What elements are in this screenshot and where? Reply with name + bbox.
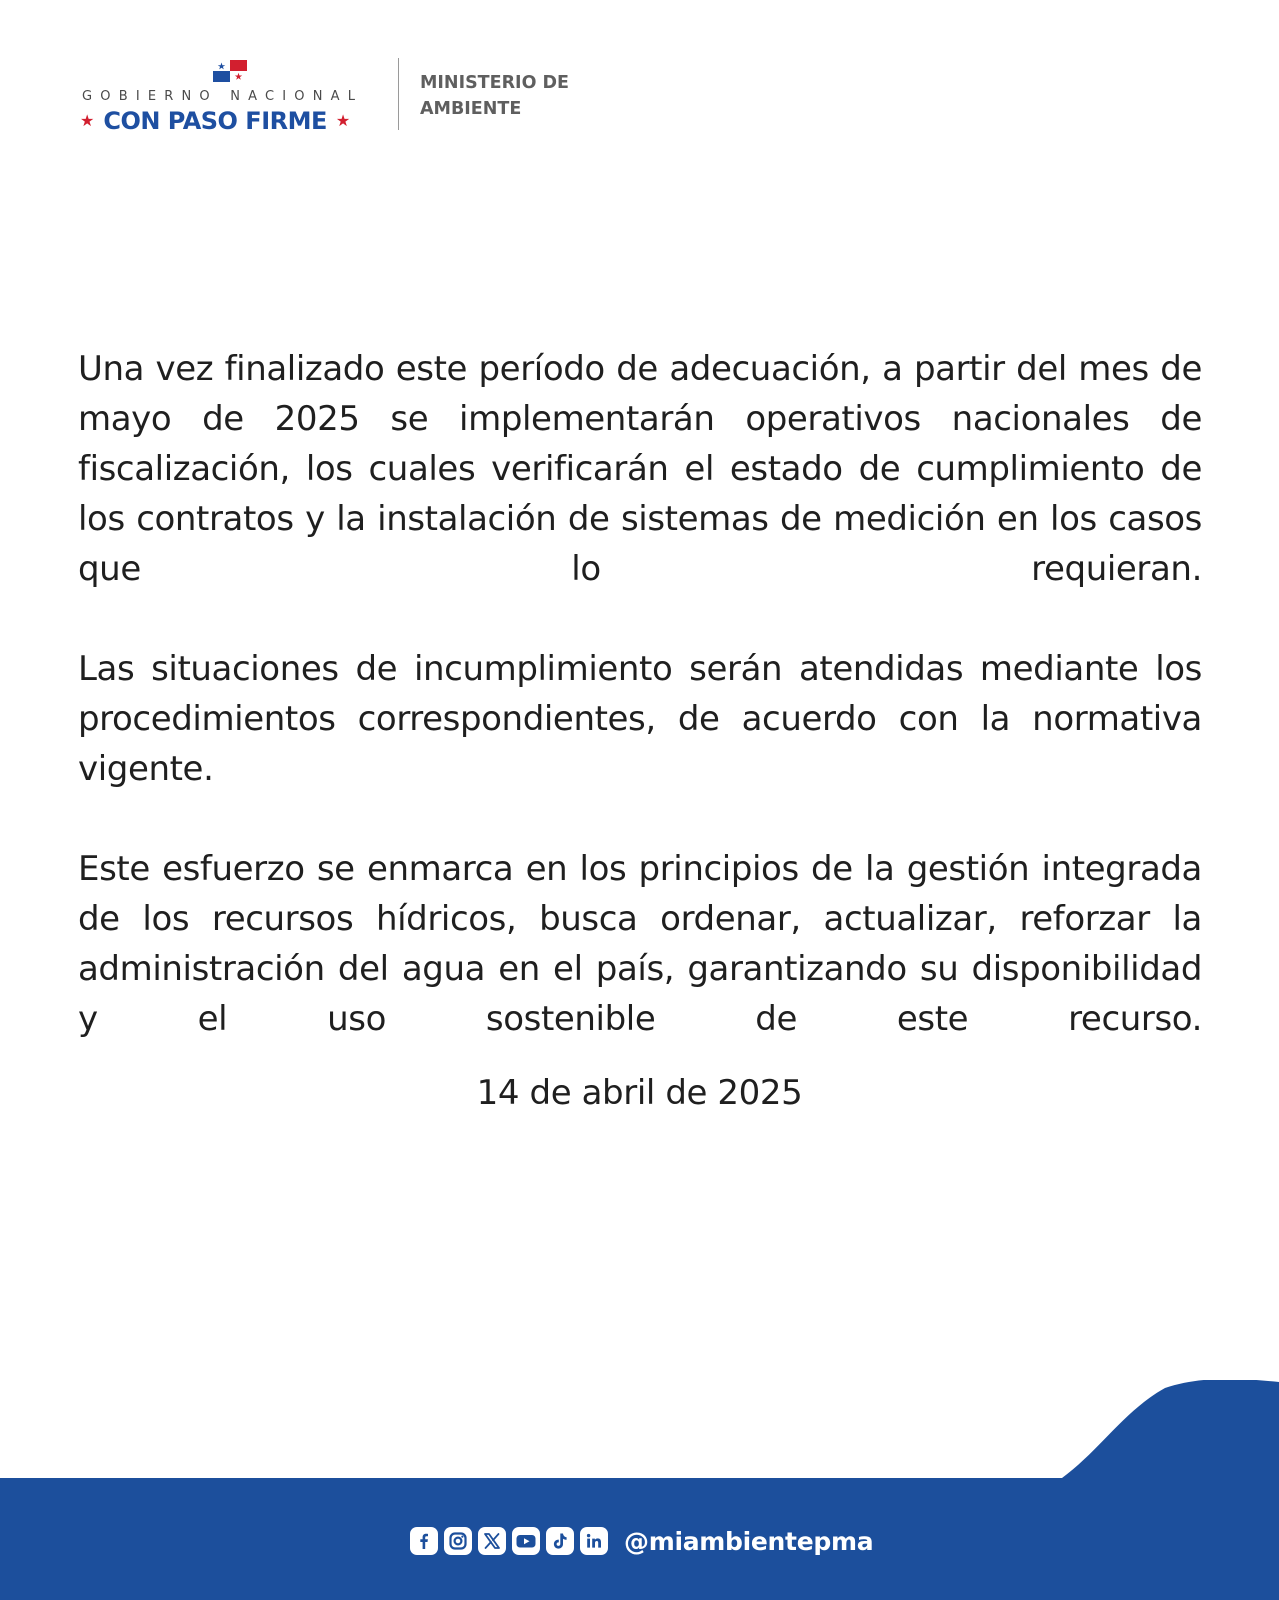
government-label: GOBIERNO NACIONAL	[82, 89, 364, 104]
tiktok-icon[interactable]	[546, 1527, 574, 1555]
paragraph-2: Las situaciones de incumplimiento serán atendidas mediante los procedimientos correspondientes, de acuerdo con la normativa vigente.	[78, 649, 1202, 789]
statement-date: 14 de abril de 2025	[476, 1073, 803, 1113]
youtube-icon[interactable]	[512, 1527, 540, 1555]
government-slogan	[80, 104, 380, 138]
paragraph-3: Este esfuerzo se enmarca en los principios de la gestión integrada de los recursos hídricos, busca ordenar, actualizar, reforzar la administración del agua en el país, garantizando su disponibilidad y el uso sostenible de este recurso.	[78, 849, 1202, 1039]
header-divider	[398, 58, 399, 130]
panama-flag-icon	[213, 60, 247, 82]
government-slogan-text: CON PASO FIRME	[103, 107, 327, 135]
social-handle[interactable]: @miambientepma	[624, 1526, 874, 1556]
x-icon[interactable]	[478, 1527, 506, 1555]
ministry-line-1: MINISTERIO DE	[420, 73, 570, 93]
facebook-icon[interactable]	[410, 1527, 438, 1555]
social-media-bar	[410, 1524, 873, 1558]
star-icon: ★	[335, 111, 351, 130]
linkedin-icon[interactable]	[580, 1527, 608, 1555]
statement-body	[78, 344, 1202, 1044]
footer-band	[0, 1380, 1279, 1600]
ministry-line-2: AMBIENTE	[420, 99, 522, 119]
header-logo	[80, 56, 600, 136]
ministry-name	[420, 70, 569, 122]
star-icon: ★	[80, 111, 95, 130]
instagram-icon[interactable]	[444, 1527, 472, 1555]
paragraph-1: Una vez finalizado este período de adecuación, a partir del mes de mayo de 2025 se implementarán operativos nacionales de fiscalización, los cuales verificarán el estado de cumplimiento de los contratos y la instalación de sistemas de medición en los casos que lo requieran.	[78, 349, 1202, 589]
